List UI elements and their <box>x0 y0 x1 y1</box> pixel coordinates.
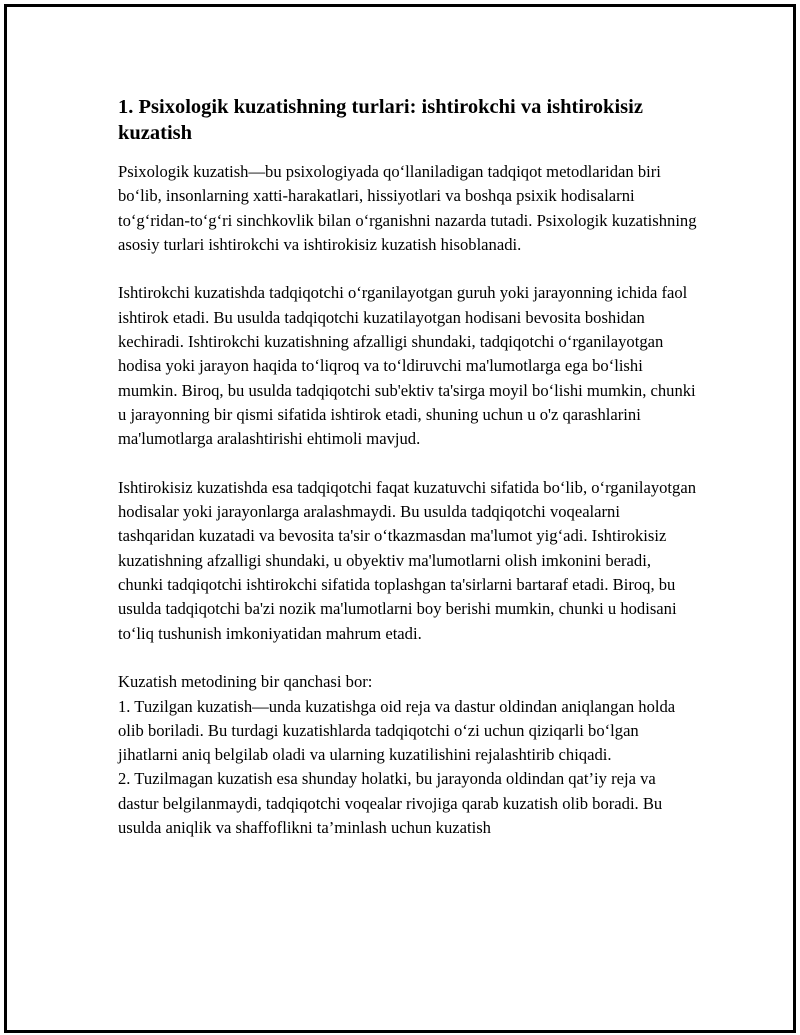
paragraph-participant-observation: Ishtirokchi kuzatishda tadqiqotchi o‘rganilayotgan guruh yoki jarayonning ichida faol ishtirok etadi. Bu usulda tadqiqotchi kuzatilayotgan hodisani bevosita boshidan kechiradi. Ishtirokchi kuzatishning afzalligi shundaki, tadqiqotchi o‘rganilayotgan hodisa yoki jarayon haqida to‘liqroq va to‘ldiruvchi ma'lumotlarga ega bo‘lishi mumkin. Biroq, bu usulda tadqiqotchi sub'ektiv ta'sirga moyil bo‘lishi mumkin, chunki u jarayonning bir qismi sifatida ishtirok etadi, shuning uchun u o'z qarashlarini ma'lumotlarga aralashtirishi ehtimoli mavjud. <box>118 283 696 449</box>
paragraph-gap <box>118 257 698 281</box>
paragraph-nonparticipant-observation: Ishtirokisiz kuzatishda esa tadqiqotchi faqat kuzatuvchi sifatida bo‘lib, o‘rganilayotgan hodisalar yoki jarayonlarga aralashmaydi. Bu usulda tadqiqotchi voqealarni tashqaridan kuzatadi va bevosita ta'sir o‘tkazmasdan ma'lumot yig‘adi. Ishtirokisiz kuzatishning afzalligi shundaki, u obyektiv ma'lumotlarni olish imkonini beradi, chunki tadqiqotchi ishtirokchi sifatida toplashgan ta'sirlarni bartaraf etadi. Biroq, bu usulda tadqiqotchi ba'zi nozik ma'lumotlarni boy berishi mumkin, chunki u hodisani to‘liq tushunish imkoniyatidan mahrum etadi. <box>118 477 697 643</box>
section-heading: 1. Psixologik kuzatishning turlari: ishtirokchi va ishtirokisiz kuzatish <box>118 96 643 144</box>
methods-intro: Kuzatish metodining bir qanchasi bor: <box>118 672 373 692</box>
paragraph-gap <box>118 646 698 670</box>
method-item-unstructured: 2. Tuzilmagan kuzatish esa shunday holatki, bu jarayonda oldindan qat’iy reja va dastur belgilanmaydi, tadqiqotchi voqealar rivojiga qarab kuzatish olib boradi. Bu usulda aniqlik va shaffoflikni ta’minlash uchun kuzatish <box>118 769 663 838</box>
paragraph-intro: Psixologik kuzatish—bu psixologiyada qo‘llaniladigan tadqiqot metodlaridan biri bo‘lib, insonlarning xatti-harakatlari, hissiyotlari va boshqa psixik hodisalarni to‘g‘ridan-to‘g‘ri sinchkovlik bilan o‘rganishni nazarda tutadi. Psixologik kuzatishning asosiy turlari ishtirokchi va ishtirokisiz kuzatish hisoblanadi. <box>118 162 697 254</box>
method-item-structured: 1. Tuzilgan kuzatish—unda kuzatishga oid reja va dastur oldindan aniqlangan holda olib boriladi. Bu turdagi kuzatishlarda tadqiqotchi o‘zi uchun qiziqarli bo‘lgan jihatlarni aniq belgilab oladi va ularning kuzatilishini rejalashtirib chiqadi. <box>118 696 676 765</box>
document-body <box>118 94 698 840</box>
paragraph-gap <box>118 452 698 476</box>
